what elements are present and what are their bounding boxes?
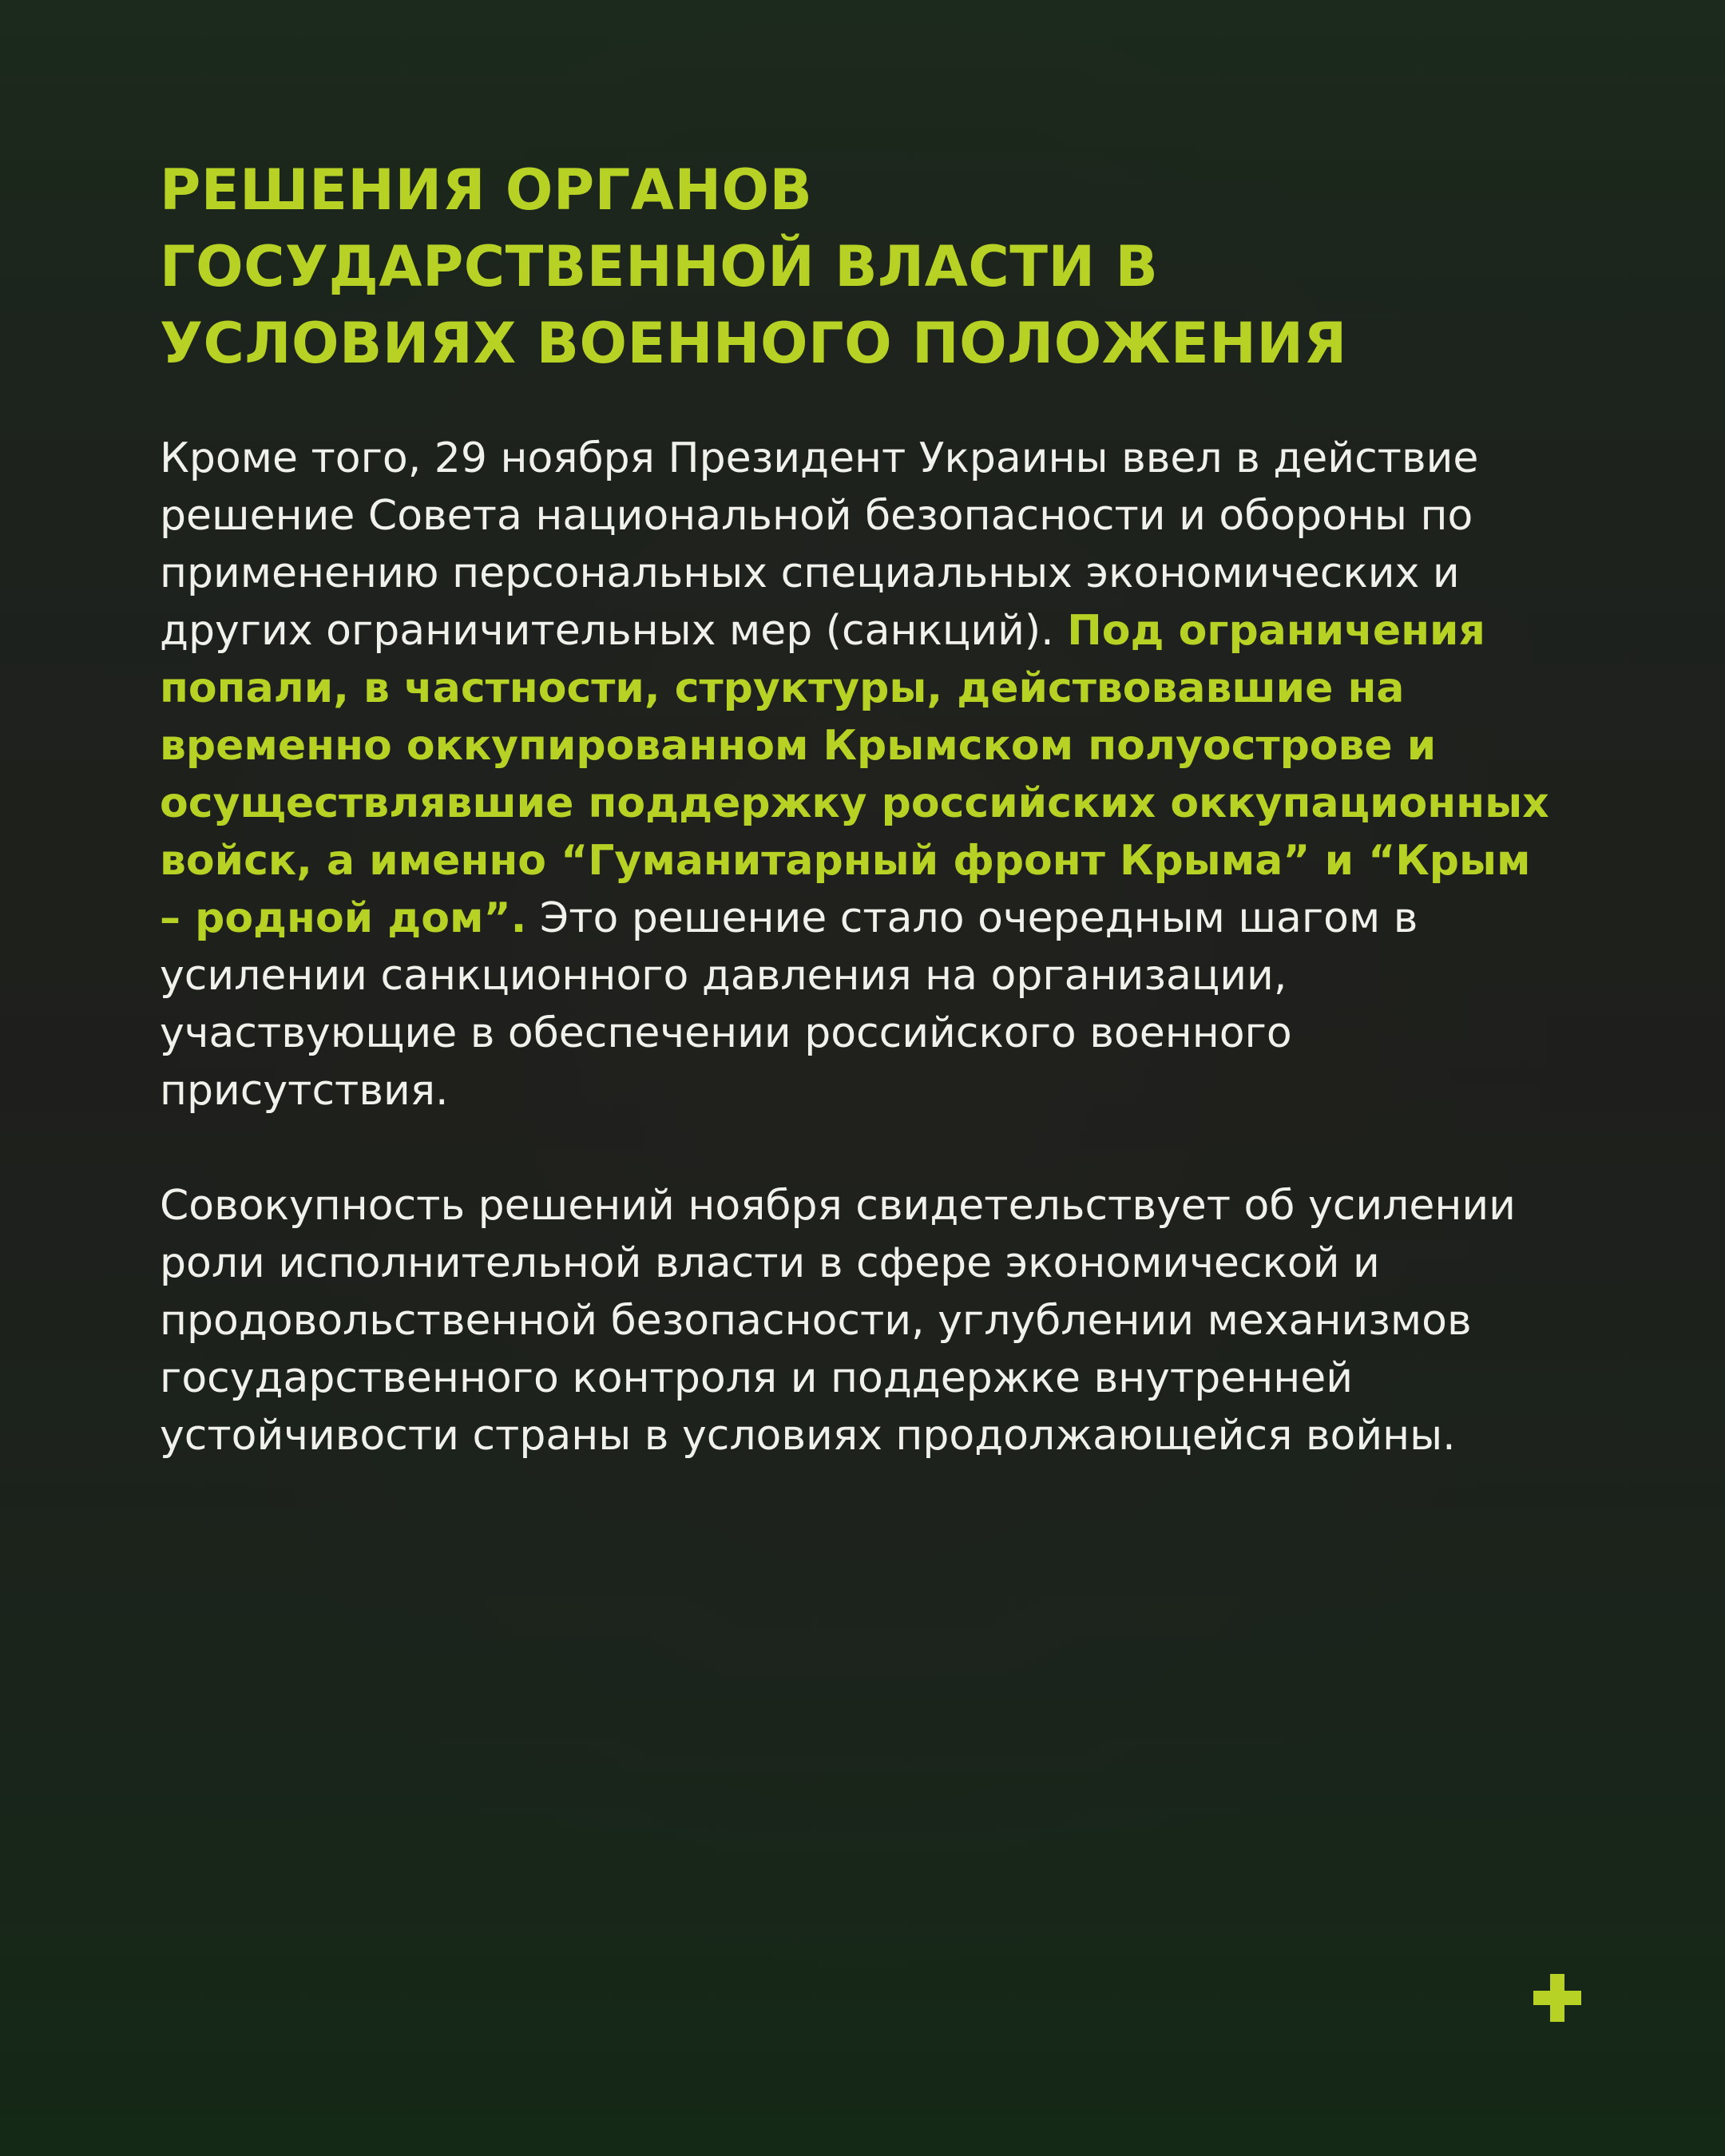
content-block	[160, 152, 1565, 1464]
title-line-1: РЕШЕНИЯ ОРГАНОВ	[160, 157, 813, 223]
paragraph-sanctions-outro: Это решение стало очередным шагом в усилении санкционного давления на организации, участвующие в обеспечении российского военного присутствия.	[160, 894, 1418, 1115]
title-line-2: ГОСУДАРСТВЕННОЙ ВЛАСТИ В	[160, 234, 1159, 299]
title-line-3: УСЛОВИЯХ ВОЕННОГО ПОЛОЖЕНИЯ	[160, 311, 1347, 376]
page-title	[160, 152, 1517, 382]
paragraph-sanctions	[160, 430, 1549, 1120]
plus-icon-vertical-bar	[1550, 1974, 1564, 2022]
paragraph-sanctions-highlight: Под ограничения попали, в частности, структуры, действовавшие на временно оккупированном Крымском полуострове и осуществлявшие поддержку российских оккупационных войск, а именно “Гуманитарный фронт Крыма” и “Крым – родной дом”.	[160, 607, 1549, 942]
paragraph-sanctions-intro: Кроме того, 29 ноября Президент Украины ввел в действие решение Совета национальной безопасности и обороны по применению персональных специальных экономических и других ограничительных мер (санкций).	[160, 434, 1479, 655]
paragraph-summary: Совокупность решений ноября свидетельствует об усилении роли исполнительной власти в сфере экономической и продовольственной безопасности, углублении механизмов государственного контроля и поддержке внутренней устойчивости страны в условиях продолжающейся войны.	[160, 1182, 1516, 1460]
plus-icon	[1533, 1974, 1581, 2022]
